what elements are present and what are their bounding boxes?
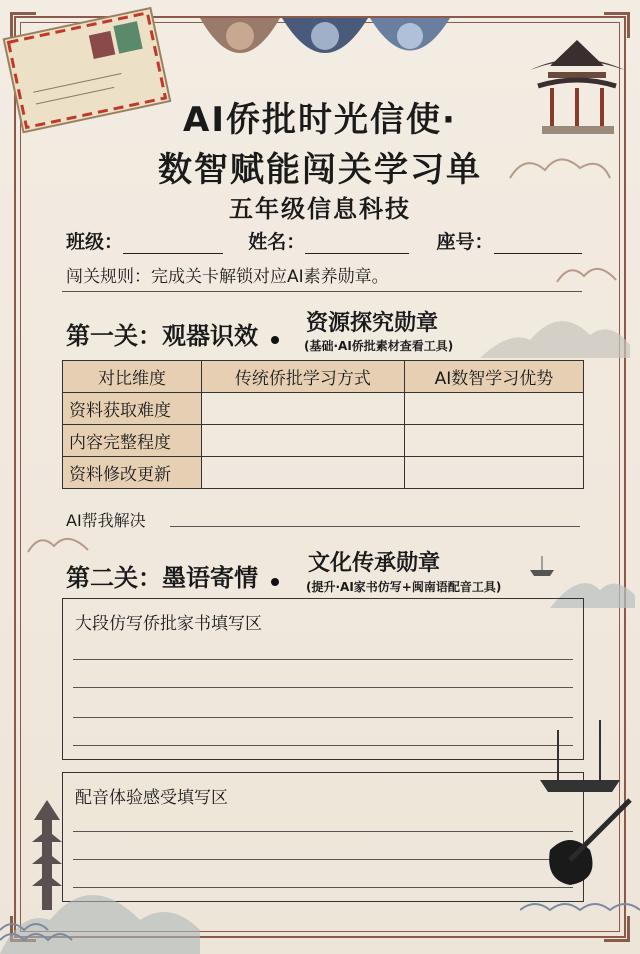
page-title-line2: 数智赋能闯关学习单 bbox=[158, 150, 482, 190]
level1-heading bbox=[66, 316, 287, 351]
writing-line[interactable] bbox=[73, 659, 573, 660]
table-header-cell: 传统侨批学习方式 bbox=[202, 361, 405, 393]
answer-cell[interactable] bbox=[202, 457, 405, 489]
seat-label: 座号： bbox=[436, 231, 494, 253]
comparison-table bbox=[62, 360, 584, 489]
level1-title: 第一关：观器识效 bbox=[66, 322, 258, 350]
answer-cell[interactable] bbox=[404, 425, 583, 457]
class-blank[interactable] bbox=[123, 233, 223, 254]
seat-blank[interactable] bbox=[494, 233, 582, 254]
level2-note: (提升·AI家书仿写+闽南语配音工具) bbox=[306, 580, 502, 594]
separator-dot-icon bbox=[271, 578, 279, 586]
table-row bbox=[63, 457, 584, 489]
medallion-icon bbox=[200, 18, 280, 53]
dubbing-box-title: 配音体验感受填写区 bbox=[75, 788, 228, 808]
writing-line[interactable] bbox=[73, 745, 573, 746]
decorative-medallions bbox=[200, 18, 450, 78]
row-label: 资料修改更新 bbox=[63, 457, 202, 489]
name-label: 姓名： bbox=[248, 231, 306, 253]
rules-divider bbox=[62, 291, 582, 292]
letter-writing-box[interactable] bbox=[62, 598, 584, 760]
page-title-line1: AI侨批时光信使· bbox=[183, 100, 457, 140]
letter-box-title: 大段仿写侨批家书填写区 bbox=[75, 614, 262, 634]
writing-line[interactable] bbox=[73, 687, 573, 688]
cloud-icon bbox=[552, 258, 622, 288]
level2-heading bbox=[66, 558, 287, 593]
table-row bbox=[63, 393, 584, 425]
table-header-cell: 对比维度 bbox=[63, 361, 202, 393]
row-label: 资料获取难度 bbox=[63, 393, 202, 425]
boat-brush-icon bbox=[520, 720, 640, 930]
mountain-icon bbox=[480, 300, 630, 360]
table-header-row bbox=[63, 361, 584, 393]
row-label: 内容完整程度 bbox=[63, 425, 202, 457]
writing-line[interactable] bbox=[73, 717, 573, 718]
level1-badge: 资源探究勋章 bbox=[306, 311, 439, 336]
pagoda-landscape-icon bbox=[0, 790, 200, 954]
name-blank[interactable] bbox=[305, 233, 409, 254]
answer-cell[interactable] bbox=[404, 457, 583, 489]
table-row bbox=[63, 425, 584, 457]
answer-cell[interactable] bbox=[404, 393, 583, 425]
answer-cell[interactable] bbox=[202, 393, 405, 425]
answer-cell[interactable] bbox=[202, 425, 405, 457]
level1-note: (基础·AI侨批素材查看工具) bbox=[304, 339, 454, 353]
table-header-cell: AI数智学习优势 bbox=[404, 361, 583, 393]
rules-text: 闯关规则：完成关卡解锁对应AI素养勋章。 bbox=[66, 267, 389, 287]
page-subtitle: 五年级信息科技 bbox=[229, 195, 411, 223]
ai-help-label: AI帮我解决 bbox=[66, 511, 146, 530]
separator-dot-icon bbox=[271, 336, 279, 344]
medallion-icon bbox=[282, 18, 368, 53]
cloud-icon bbox=[24, 528, 94, 558]
class-label: 班级： bbox=[66, 231, 124, 253]
student-info-row bbox=[66, 227, 582, 254]
level2-title: 第二关：墨语寄情 bbox=[66, 564, 258, 592]
medallion-icon bbox=[370, 18, 450, 51]
ai-help-blank[interactable] bbox=[170, 526, 580, 527]
level2-badge: 文化传承勋章 bbox=[308, 551, 441, 576]
